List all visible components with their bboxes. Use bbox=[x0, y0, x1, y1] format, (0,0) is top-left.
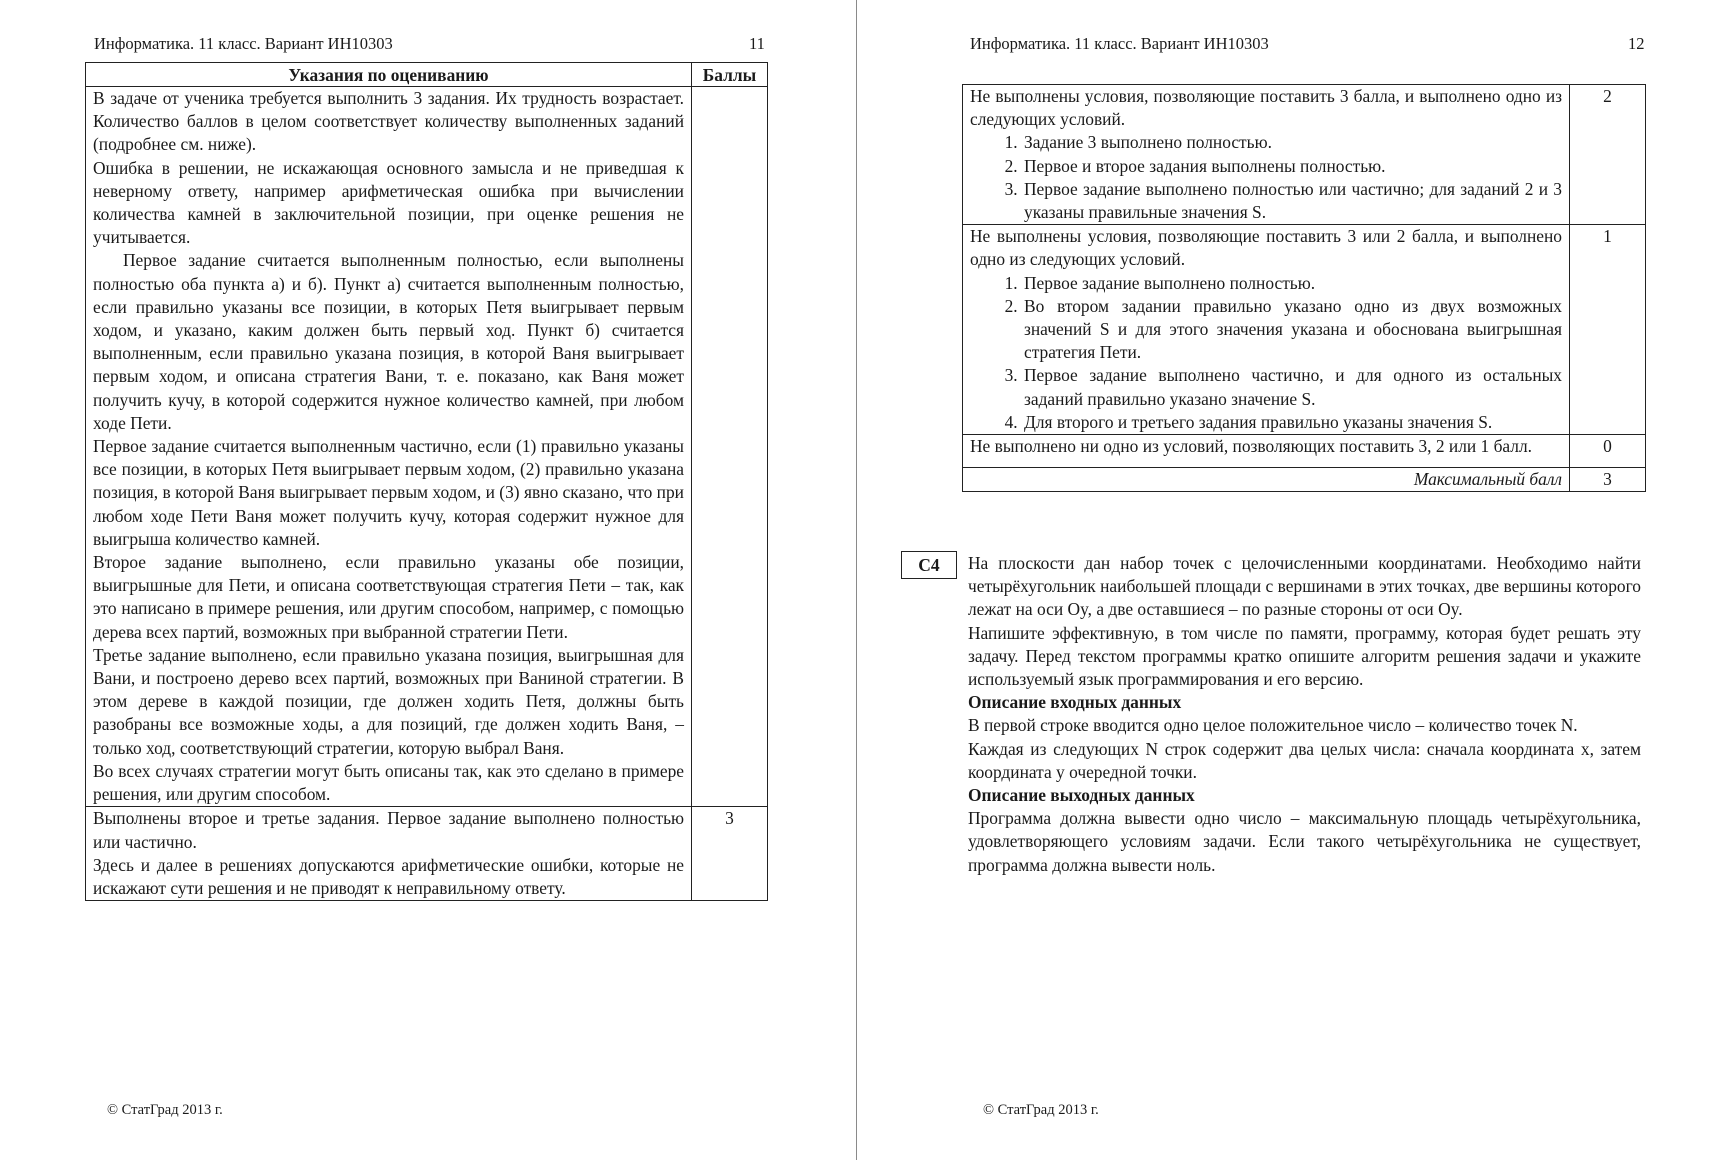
input-heading: Описание входных данных bbox=[968, 692, 1182, 713]
paragraph: Не выполнены условия, позволяющие поставить 3 или 2 балла, и выполнено одно из следующих условий. bbox=[970, 226, 1562, 270]
points-column-header: Баллы bbox=[692, 63, 768, 87]
grading-table bbox=[85, 62, 768, 901]
paragraph: В задаче от ученика требуется выполнить 3 задания. Их трудность возрастает. Количество баллов в целом соответствует количеству выполненных заданий (подробнее см. ниже). bbox=[93, 88, 684, 155]
list-item: 2. Первое и второе задания выполнены полностью. bbox=[1022, 155, 1562, 178]
list-item: 1. Задание 3 выполнено полностью. bbox=[1022, 131, 1562, 154]
table-row bbox=[963, 225, 1646, 435]
max-score-row bbox=[963, 468, 1646, 492]
list-item: 3. Первое задание выполнено частично, и для одного из остальных заданий правильно указано значение S. bbox=[1022, 364, 1562, 410]
task-text bbox=[968, 552, 1641, 877]
criteria-list bbox=[970, 131, 1562, 224]
paragraph: Напишите эффективную, в том числе по памяти, программу, которая будет решать эту задачу. Перед текстом программы кратко опишите алгоритм решения задачи и укажите используемый язык программирования и его версию. bbox=[968, 622, 1641, 690]
points-cell: 1 bbox=[1570, 225, 1646, 435]
instructions-column-header: Указания по оцениванию bbox=[86, 63, 692, 87]
paragraph: На плоскости дан набор точек с целочисленными координатами. Необходимо найти четырёхугольник наибольшей площади с вершинами в этих точках, две вершины которого лежат на оси Oy, а две оставшиеся – по разные стороны от оси Oy. bbox=[968, 553, 1641, 620]
output-heading: Описание выходных данных bbox=[968, 785, 1195, 806]
criteria-cell bbox=[963, 225, 1570, 435]
criteria-list bbox=[970, 272, 1562, 434]
criteria-cell bbox=[963, 435, 1570, 468]
table-header-row bbox=[86, 63, 768, 87]
list-item: 3. Первое задание выполнено полностью или частично; для заданий 2 и 3 указаны правильные значения S. bbox=[1022, 178, 1562, 224]
paragraph: Третье задание выполнено, если правильно указана позиция, выигрышная для Вани, и построено дерево всех партий, возможных при Ваниной стратегии. В этом дереве в каждой позиции, где должен ходить Петя, должны быть разобраны все возможные ходы, а для позиций, где должен ходить Ваня, – только ход, соответствующий стратегии, которую выбрал Ваня. bbox=[93, 644, 684, 758]
paragraph: Ошибка в решении, не искажающая основного замысла и не приведшая к неверному ответу, например арифметическая ошибка при вычислении количества камней в заключительной позиции, при оценке решения не учитывается. bbox=[93, 157, 684, 248]
intro-cell bbox=[86, 87, 692, 807]
page-footer: © СтатГрад 2013 г. bbox=[983, 1102, 1099, 1118]
page-divider bbox=[856, 0, 857, 1160]
max-score-value: 3 bbox=[1570, 468, 1646, 492]
list-item: 4. Для второго и третьего задания правильно указаны значения S. bbox=[1022, 411, 1562, 434]
paragraph: Во всех случаях стратегии могут быть описаны так, как это сделано в примере решения, или другим способом. bbox=[93, 760, 684, 805]
points-cell: 2 bbox=[1570, 85, 1646, 225]
empty-points-cell bbox=[692, 87, 768, 807]
paragraph: Не выполнены условия, позволяющие поставить 3 балла, и выполнено одно из следующих условий. bbox=[970, 86, 1562, 130]
page-number: 11 bbox=[749, 34, 765, 53]
table-row bbox=[963, 85, 1646, 225]
page-header: Информатика. 11 класс. Вариант ИН10303 bbox=[94, 34, 393, 53]
paragraph: Второе задание выполнено, если правильно указаны обе позиции, выигрышные для Пети, и описана соответствующая стратегия Пети – так, как это написано в примере решения, или другим способом, например, с помощью дерева всех партий, возможных при выбранной стратегии Пети. bbox=[93, 552, 684, 642]
criteria-cell bbox=[963, 85, 1570, 225]
page-footer: © СтатГрад 2013 г. bbox=[107, 1102, 223, 1118]
paragraph: Первое задание считается выполненным полностью, если выполнены полностью оба пункта а) и б). Пункт а) считается выполненным полностью, если правильно указаны все позиции, в которых Петя выигрывает первым ходом, и указано, каким должен быть первый ход. Пункт б) считается выполненным, если правильно указана позиция, в которой Ваня выигрывает первым ходом, и описана стратегия Вани, т. е. показано, как Ваня может получить кучу, в которой содержится нужное количество камней, при любом ходе Пети. bbox=[93, 250, 684, 433]
table-row bbox=[86, 87, 768, 807]
paragraph: Каждая из следующих N строк содержит два целых числа: сначала координата x, затем координата y очередной точки. bbox=[968, 738, 1641, 782]
points-cell: 3 bbox=[692, 807, 768, 901]
task-label: C4 bbox=[901, 551, 957, 579]
points-cell: 0 bbox=[1570, 435, 1646, 468]
list-item: 2. Во втором задании правильно указано одно из двух возможных значений S и для этого значения указана и обоснована выигрышная стратегия Пети. bbox=[1022, 295, 1562, 365]
paragraph: В первой строке вводится одно целое положительное число – количество точек N. bbox=[968, 715, 1578, 736]
criteria-cell bbox=[86, 807, 692, 901]
table-row bbox=[963, 435, 1646, 468]
table-row bbox=[86, 807, 768, 901]
list-item: 1. Первое задание выполнено полностью. bbox=[1022, 272, 1562, 295]
paragraph: Программа должна вывести одно число – максимальную площадь четырёхугольника, удовлетворяющего условиям задачи. Если такого четырёхугольника не существует, программа должна вывести ноль. bbox=[968, 808, 1641, 875]
max-score-label: Максимальный балл bbox=[963, 468, 1570, 492]
page-header: Информатика. 11 класс. Вариант ИН10303 bbox=[970, 34, 1269, 53]
paragraph: Не выполнено ни одно из условий, позволяющих поставить 3, 2 или 1 балл. bbox=[970, 436, 1532, 457]
paragraph: Первое задание считается выполненным частично, если (1) правильно указаны все позиции, в которых Петя выигрывает первым ходом, (2) правильно указана позиция, в которой Ваня выигрывает первым ходом, и (3) явно сказано, что при любом ходе Пети Ваня может получить кучу, которая содержит нужное для выигрыша количество камней. bbox=[93, 436, 684, 549]
paragraph: Здесь и далее в решениях допускаются арифметические ошибки, которые не искажают сути решения и не приводят к неправильному ответу. bbox=[93, 854, 684, 898]
paragraph: Выполнены второе и третье задания. Первое задание выполнено полностью или частично. bbox=[93, 808, 684, 852]
page-number: 12 bbox=[1628, 34, 1645, 53]
grading-table-continued bbox=[962, 84, 1646, 492]
